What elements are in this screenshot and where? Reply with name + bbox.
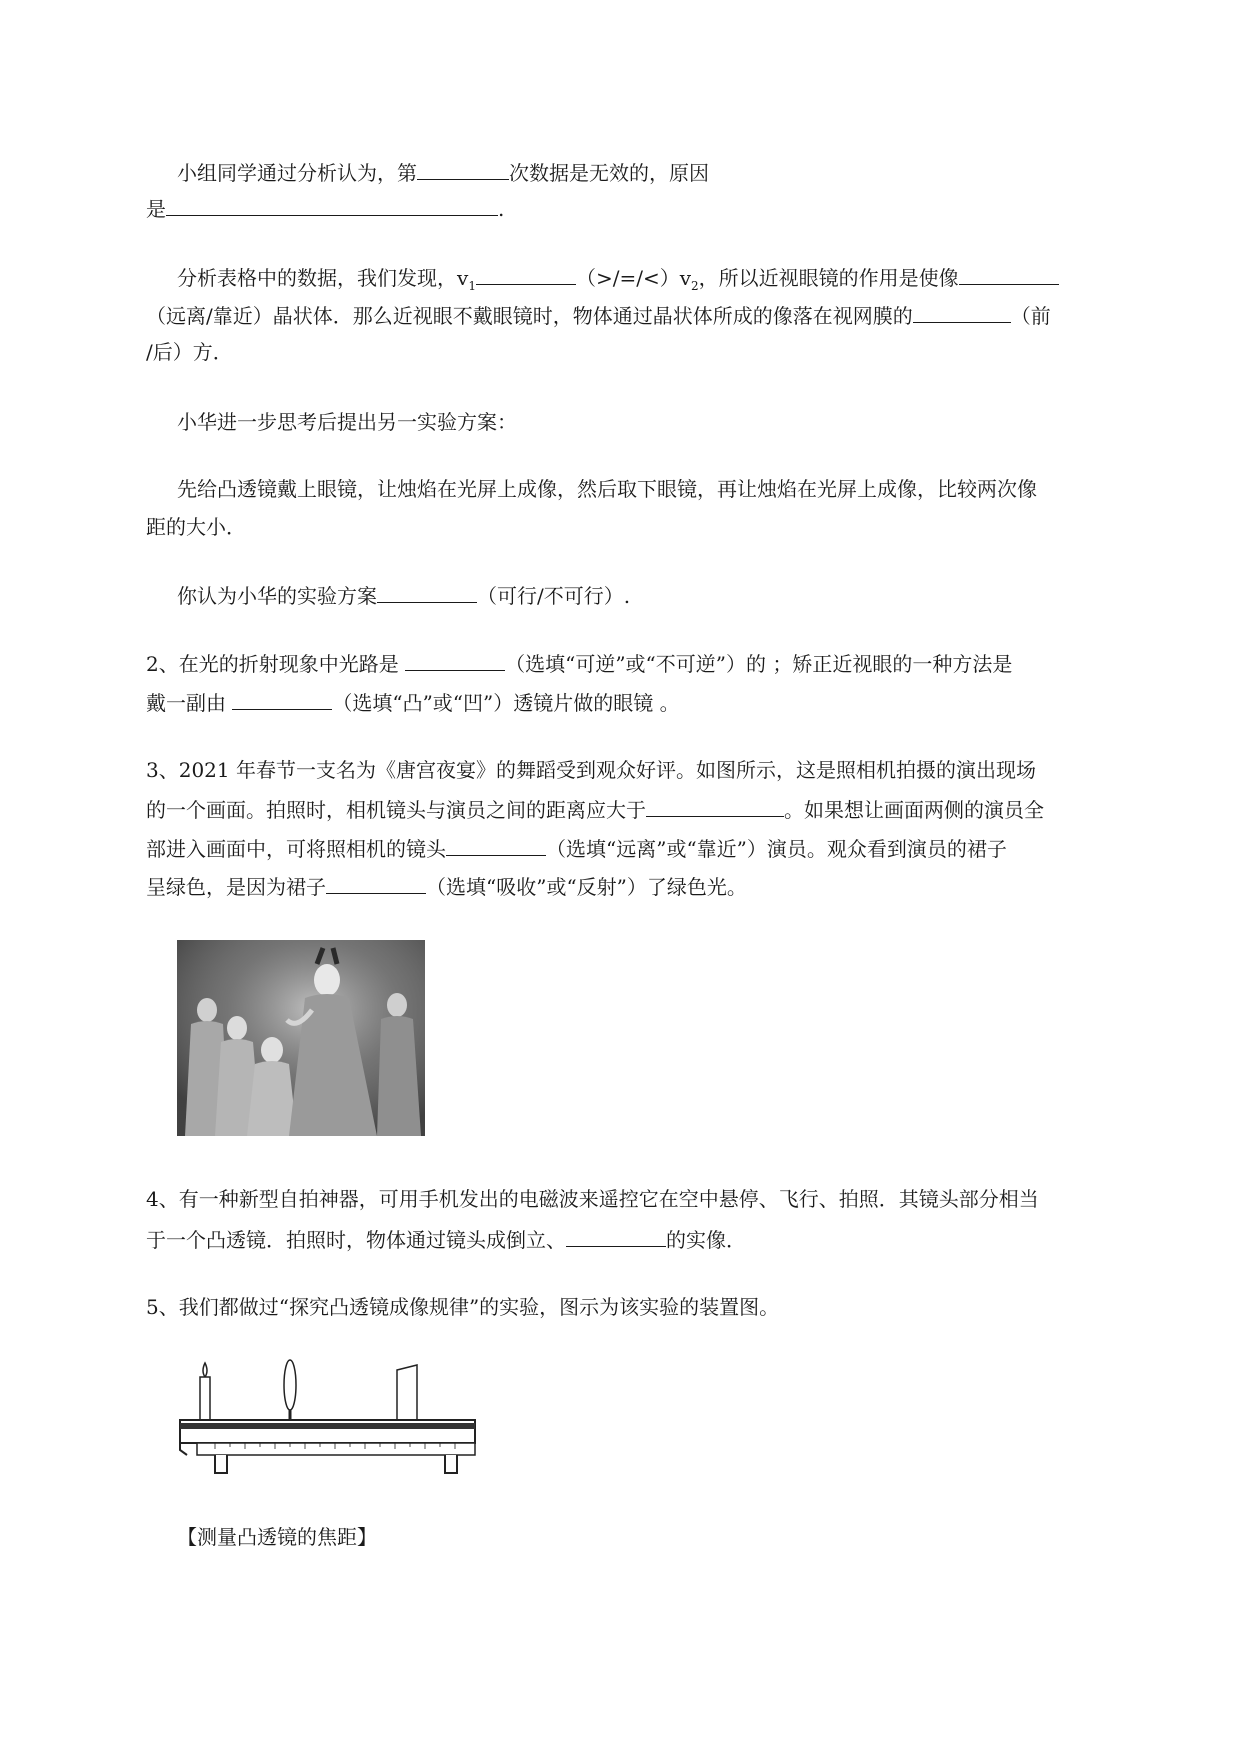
dance-performance-photo xyxy=(177,940,425,1136)
q5-line1 xyxy=(146,1293,779,1321)
p5-text-b: （可行/不可行）. xyxy=(477,584,631,608)
answer-blank-1[interactable] xyxy=(417,157,509,180)
p5-line xyxy=(177,580,630,610)
p2-text-e: （前 xyxy=(1010,304,1051,328)
bench-rail xyxy=(180,1420,475,1473)
q4-line1 xyxy=(146,1185,1039,1213)
q5-text-a: 5、我们都做过“探究凸透镜成像规律”的实验，图示为该实验的装置图。 xyxy=(146,1295,780,1319)
p2-text-b: （>/=/<）v xyxy=(575,266,692,290)
p2-text-d: （远离/靠近）晶状体．那么近视眼不戴眼镜时，物体通过晶状体所成的像落在视网膜的 xyxy=(146,304,913,328)
q2-text-c: 戴一副由 xyxy=(146,691,233,715)
dancers-illustration xyxy=(177,940,425,1136)
p2-text-c: ，所以近视眼镜的作用是使像 xyxy=(698,266,959,290)
q3-line1 xyxy=(146,756,1036,784)
p4-text-b: 距的大小． xyxy=(146,515,246,539)
p2-text-a: 分析表格中的数据，我们发现，v xyxy=(177,266,469,290)
q4-text-b: 于一个凸透镜．拍照时，物体通过镜头成倒立、 xyxy=(146,1228,566,1252)
p1-text-a: 小组同学通过分析认为，第 xyxy=(177,161,417,185)
answer-blank-3[interactable] xyxy=(476,262,576,285)
answer-blank-9[interactable] xyxy=(646,794,784,817)
p1-line1 xyxy=(177,157,709,187)
q2-text-a: 2、在光的折射现象中光路是 xyxy=(146,652,406,676)
p3-text: 小华进一步思考后提出另一实验方案： xyxy=(177,410,517,434)
p2-line1 xyxy=(177,262,1059,300)
q3-text-g: （选填“吸收”或“反射”）了绿色光。 xyxy=(426,875,747,899)
answer-blank-5[interactable] xyxy=(913,300,1011,323)
p2-line2 xyxy=(146,300,1051,330)
subscript-2: 2 xyxy=(691,279,699,293)
p1-line2 xyxy=(146,193,504,223)
optical-bench-diagram xyxy=(175,1355,490,1485)
answer-blank-8[interactable] xyxy=(232,687,332,710)
p4-line1 xyxy=(177,475,1037,503)
answer-blank-10[interactable] xyxy=(446,833,546,856)
q3-text-c: 。如果想让画面两侧的演员全 xyxy=(784,798,1044,822)
section-title-text: 【测量凸透镜的焦距】 xyxy=(177,1525,377,1549)
q4-line2 xyxy=(146,1224,746,1254)
q3-line3 xyxy=(146,833,1007,863)
q2-text-b: （选填“可逆”或“不可逆”）的 ；矫正近视眼的一种方法是 xyxy=(505,652,1013,676)
q4-text-a: 4、有一种新型自拍神器，可用手机发出的电磁波来遥控它在空中悬停、飞行、拍照．其镜头部分相当 xyxy=(146,1187,1039,1211)
p1-text-d: . xyxy=(498,197,505,221)
p3-line xyxy=(177,408,517,436)
section-title xyxy=(177,1523,377,1551)
q3-text-e: （选填“远离”或“靠近”）演员。观众看到演员的裙子 xyxy=(546,837,1007,861)
p2-text-f: /后）方． xyxy=(146,340,233,364)
q3-text-f: 呈绿色，是因为裙子 xyxy=(146,875,326,899)
q3-line4 xyxy=(146,871,747,901)
q2-line1 xyxy=(146,648,1012,678)
p1-text-c: 是 xyxy=(146,197,166,221)
p4-text-a: 先给凸透镜戴上眼镜，让烛焰在光屏上成像，然后取下眼镜，再让烛焰在光屏上成像，比较两次像 xyxy=(177,477,1037,501)
p4-line2 xyxy=(146,513,246,541)
p1-text-b: 次数据是无效的，原因 xyxy=(509,161,709,185)
answer-blank-4[interactable] xyxy=(959,262,1059,285)
answer-blank-2[interactable] xyxy=(166,193,498,216)
q2-text-d: （选填“凸”或“凹”）透镜片做的眼镜 。 xyxy=(332,691,680,715)
answer-blank-6[interactable] xyxy=(377,580,477,603)
p5-text-a: 你认为小华的实验方案 xyxy=(177,584,377,608)
q3-text-a: 3、2021 年春节一支名为《唐宫夜宴》的舞蹈受到观众好评。如图所示，这是照相机拍摄的演出现场 xyxy=(146,758,1036,782)
answer-blank-12[interactable] xyxy=(566,1224,666,1247)
subscript-1: 1 xyxy=(468,279,476,293)
p2-line3 xyxy=(146,338,233,366)
q4-text-c: 的实像． xyxy=(666,1228,746,1252)
q3-text-b: 的一个画面。拍照时，相机镜头与演员之间的距离应大于 xyxy=(146,798,646,822)
q3-line2 xyxy=(146,794,1044,824)
answer-blank-11[interactable] xyxy=(326,871,426,894)
q2-line2 xyxy=(146,687,680,717)
q3-text-d: 部进入画面中，可将照相机的镜头 xyxy=(146,837,446,861)
answer-blank-7[interactable] xyxy=(405,648,505,671)
candle-icon xyxy=(200,1363,210,1427)
